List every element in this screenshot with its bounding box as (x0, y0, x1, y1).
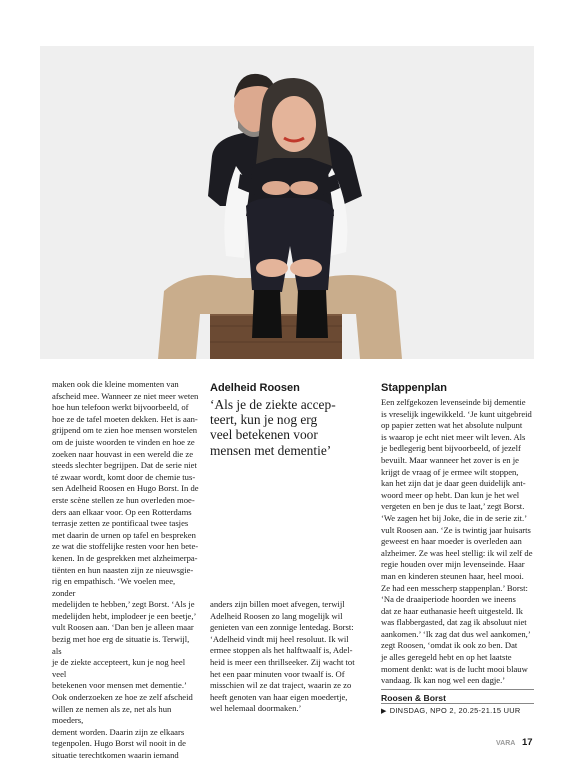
show-title: Roosen & Borst (381, 693, 446, 703)
play-triangle-icon: ▶ (381, 708, 387, 715)
article-text-1: maken ook die kleine momenten van afscheid mee. Wanneer ze niet meer weten hoe hun telefoon werkt bijvoorbeeld, of hoe ze de tafel moeten dekken. Het is aan- grijpend om te zien hoe mensen worstelen om de juiste woorden te vinden en hoe ze zoeken naar houvast in een wereld die ze steeds slechter begrijpen. Dat de serie niet té zwaar wordt, komt door de chemie tus- sen Adelheid Roosen en Hugo Borst. In de erste scène stellen ze hun overleden moe- ders aan elkaar voor. Op een Rotterdams terrasje zetten ze pontificaal twee tasjes met daarin de urnen op tafel en bespreken ze wat die stoffelijke resten voor hen bete- kenen. In de gesprekken met alzheimerpa- tiënten en hun naasten zijn ze nieuwsgie- rig en empathisch. ‘We voelen mee, zonder medelijden te hebben,’ zegt Borst. ‘Als je medelijden hebt, implodeer je een beetje,’ vult Roosen aan. ‘Dan ben je alleen maar bezig met hoe erg de situatie is. Terwijl, als je de ziekte accepteert, kun je nog heel veel betekenen voor mensen met dementie.’ Ook onderzoeken ze hoe ze zelf afscheid willen ze nemen als ze, net als hun moeders, dement worden. Daarin zijn ze elkaars tegenpolen. Hugo Borst wil nooit in de situatie terechtkomen waarin iemand (52, 379, 199, 760)
show-schedule: DINSDAG, NPO 2, 20.25-21.15 UUR (389, 706, 521, 715)
cover-photo (40, 46, 534, 359)
left-boot (252, 290, 282, 338)
divider-bottom (381, 703, 534, 704)
right-boot (296, 290, 328, 338)
article-text-3: Een zelfgekozen levenseinde bij dementie is vreselijk ingewikkeld. ‘Je kunt uitgebreid op papier zetten wat het absolute nulpunt is waarop je echt niet meer wilt leven. Als je bedlegerig bent bijvoorbeeld, of jezelf bevuilt. Maar wanneer het zover is en je krijgt de vraag of je ermee wilt stoppen, kan het zijn dat je daar geen duidelijk ant- woord meer op hebt. Dan kun je het wel vergeten en ben je dus te laat,’ zegt Borst. ‘We zagen het bij Joke, die in de serie zit.’ vult Roosen aan. ‘Ze is twintig jaar huisarts geweest en haar moeder is overleden aan alzheimer. Ze was heel stellig: ik wil zelf de regie houden over mijn levenseinde. Haar man en kinderen steunen haar, heel mooi. Ze had een messcherp stappenplan.’ Borst: ‘Na de draaiperiode hoorden we ineens dat ze haar euthanasie heeft uitgesteld. Ik was flabbergasted, dat zag ik absoluut niet aankomen.’ ‘Ik zag dat dus wel aankomen,’ zegt Roosen, ‘omdat ik ook zo ben. Dat je alles geregeld hebt en op het laatste moment denkt: wat is de lucht mooi blauw vandaag. Ik kan nog wel een dagje.’ (381, 397, 533, 686)
vara-logo: VARA (496, 740, 516, 747)
photo-illustration (40, 46, 534, 359)
show-schedule-line (381, 706, 521, 715)
quote-speaker: Adelheid Roosen (210, 382, 300, 394)
pull-quote: ‘Als je de ziekte accep- teert, kun je nog erg veel betekenen voor mensen met dementie’ (210, 397, 336, 458)
article-column-1 (52, 379, 200, 762)
article-text-2: anders zijn billen moet afvegen, terwijl Adelheid Roosen zo lang mogelijk wil genieten van een zonnige lentedag. Borst: ‘Adelheid vindt mij heel resoluut. Ik wil ermee stoppen als het halftwaalf is, Adel- heid is meer een thrillseeker. Zij wacht tot het een paar minuten voor twaalf is. Of misschien wil ze dat traject, waarin ze zo heeft genoten van haar eigen moedertje, wel helemaal doormaken.’ (210, 599, 355, 714)
section-heading: Stappenplan (381, 382, 448, 394)
woman-face (272, 96, 316, 152)
divider-top (381, 689, 534, 690)
page-number: 17 (522, 737, 533, 748)
article-column-2 (210, 599, 366, 715)
article-column-3 (381, 397, 535, 687)
